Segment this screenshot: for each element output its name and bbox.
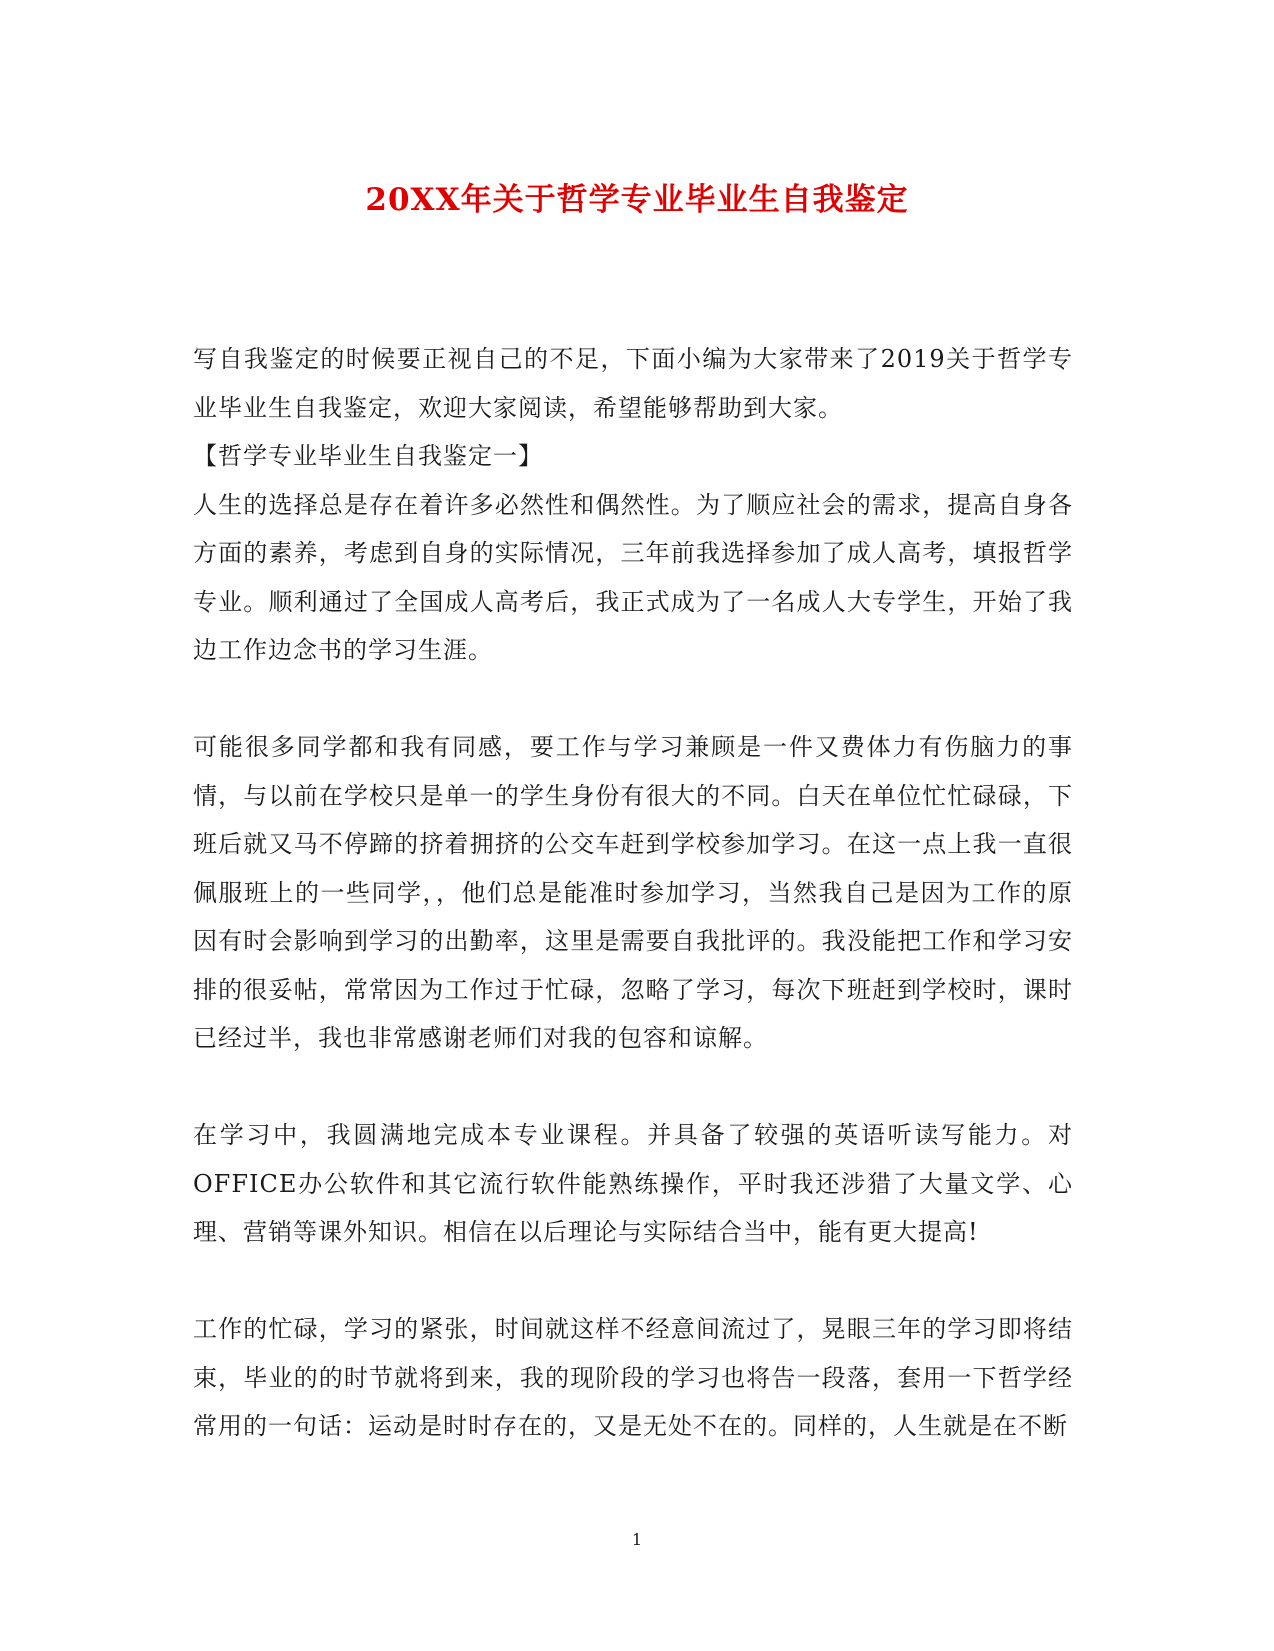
paragraph-spacer — [193, 1063, 1073, 1112]
paragraph-spacer — [193, 675, 1073, 724]
page-number: 1 — [631, 1530, 643, 1549]
body-paragraph-1: 人生的选择总是存在着许多必然性和偶然性。为了顺应社会的需求，提高自身各方面的素养，考虑到自身的实际情况，三年前我选择参加了成人高考，填报哲学专业。顺利通过了全国成人高考后，我正式成为了一名成人大专学生，开始了我边工作边念书的学习生涯。 — [193, 490, 1073, 664]
document-title: 20XX年关于哲学专业毕业生自我鉴定 — [365, 182, 909, 218]
paragraph-spacer — [193, 1257, 1073, 1306]
body-paragraph-4: 工作的忙碌，学习的紧张，时间就这样不经意间流过了，晃眼三年的学习即将结束，毕业的的时节就将到来，我的现阶段的学习也将告一段落，套用一下哲学经常用的一句话：运动是时时存在的，又是无处不在的。同样的，人生就是在不断 — [193, 1315, 1073, 1440]
body-paragraph-2: 可能很多同学都和我有同感，要工作与学习兼顾是一件又费体力有伤脑力的事情，与以前在学校只是单一的学生身份有很大的不同。白天在单位忙忙碌碌，下班后就又马不停蹄的挤着拥挤的公交车赶到学校参加学习。在这一点上我一直很佩服班上的一些同学，，他们总是能准时参加学习，当然我自己是因为工作的原因有时会影响到学习的出勤率，这里是需要自我批评的。我没能把工作和学习安排的很妥帖，常常因为工作过于忙碌，忽略了学习，每次下班赶到学校时，课时已经过半，我也非常感谢老师们对我的包容和谅解。 — [193, 733, 1073, 1052]
document-body — [193, 335, 1073, 1451]
intro-paragraph: 写自我鉴定的时候要正视自己的不足，下面小编为大家带来了2019关于哲学专业毕业生自我鉴定，欢迎大家阅读，希望能够帮助到大家。 — [193, 345, 1073, 422]
body-paragraph-3: 在学习中，我圆满地完成本专业课程。并具备了较强的英语听读写能力。对OFFICE办公软件和其它流行软件能熟练操作，平时我还涉猎了大量文学、心理、营销等课外知识。相信在以后理论与实际结合当中，能有更大提高! — [193, 1121, 1073, 1246]
section-heading: 【哲学专业毕业生自我鉴定一】 — [193, 442, 543, 470]
